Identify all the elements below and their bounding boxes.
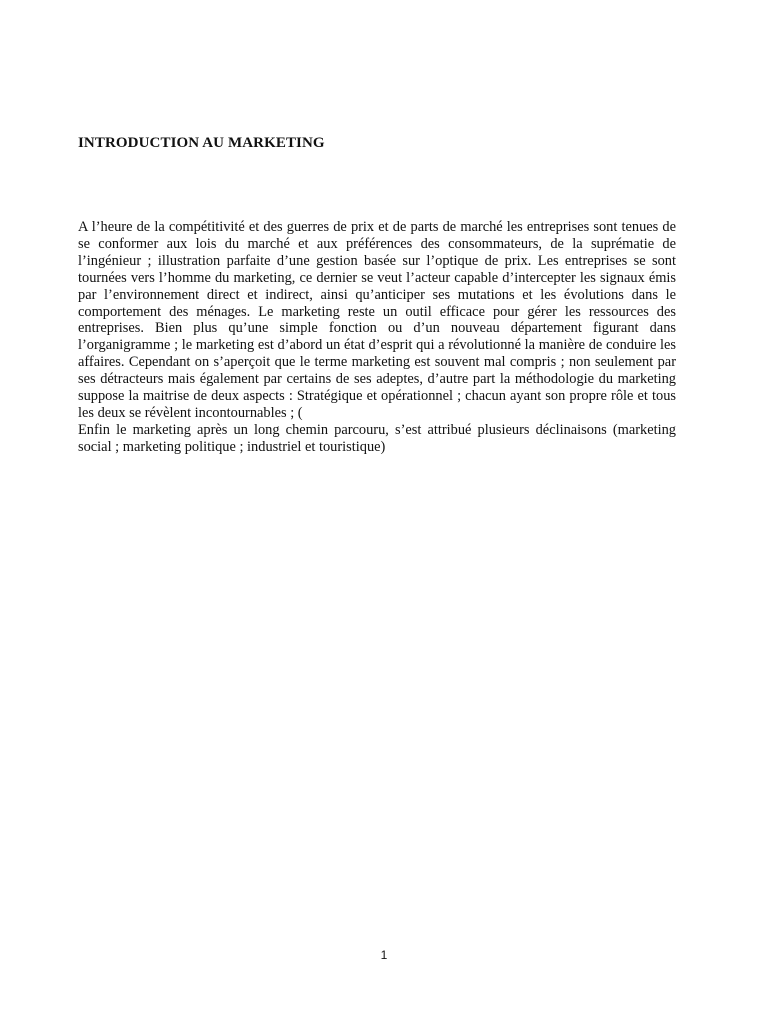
- document-title: INTRODUCTION AU MARKETING: [78, 135, 325, 151]
- page-number: 1: [380, 948, 388, 962]
- paragraph-intro: A l’heure de la compétitivité et des guerres de prix et de parts de marché les entreprises sont tenues de se conformer aux lois du marché et aux préférences des consommateurs, de la suprématie de l’ingénieur ; illustration parfaite d’une gestion basée sur l’optique de prix. Les entreprises se sont tournées vers l’homme du marketing, ce dernier se veut l’acteur capable d’intercepter les signaux émis par l’environnement direct et indirect, ainsi qu’anticiper ses mutations et les évolutions dans le comportement des ménages. Le marketing reste un outil efficace pour gérer les ressources des entreprises. Bien plus qu’une simple fonction ou d’un nouveau département figurant dans l’organigramme ; le marketing est d’abord un état d’esprit qui a révolutionné la manière de conduire les affaires. Cependant on s’aperçoit que le terme marketing est souvent mal compris ; non seulement par ses détracteurs mais également par certains de ses adeptes, d’autre part la méthodologie du marketing suppose la maitrise de deux aspects : Stratégique et opérationnel ; chacun ayant son propre rôle et tous les deux se révèlent incontournables ; (: [78, 219, 676, 421]
- document-body: [78, 219, 676, 456]
- paragraph-conclusion: Enfin le marketing après un long chemin parcouru, s’est attribué plusieurs déclinaisons (marketing social ; marketing politique ; industriel et touristique): [78, 421, 676, 455]
